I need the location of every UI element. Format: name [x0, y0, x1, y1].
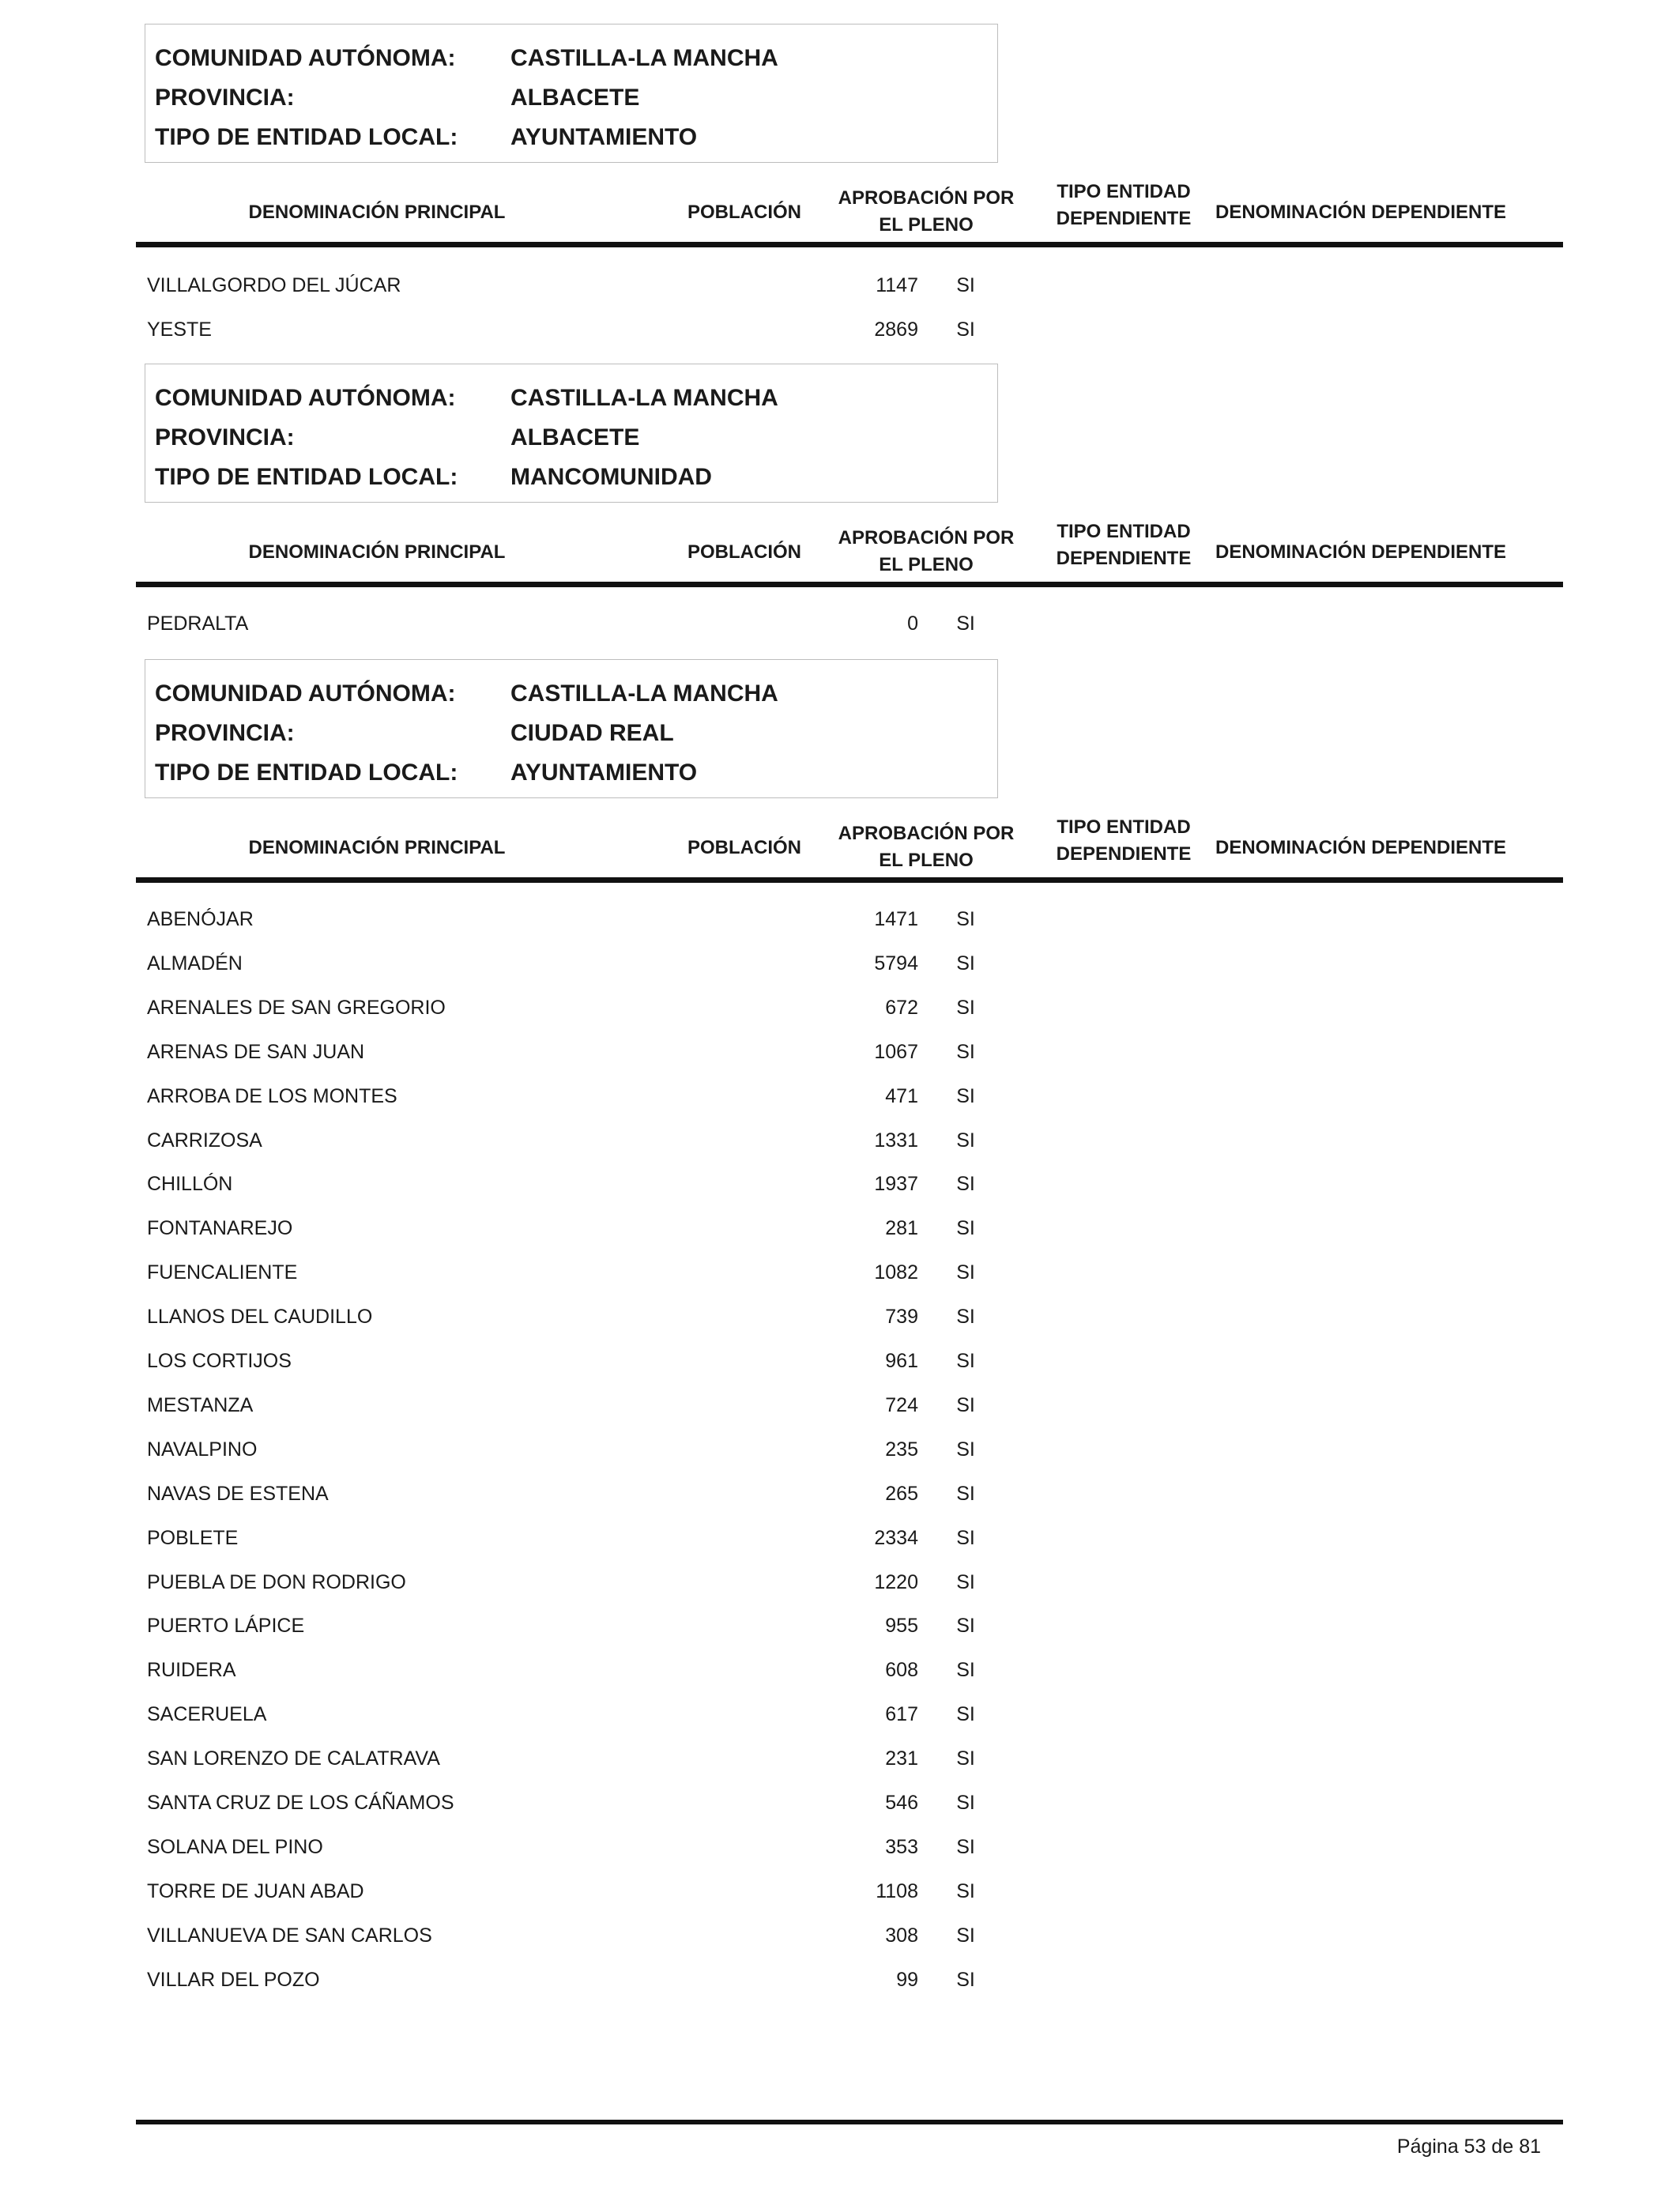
- page-number: Página 53 de 81: [1396, 2136, 1541, 2158]
- cell-name: SACERUELA: [147, 1703, 267, 1725]
- tipo-entidad-value: AYUNTAMIENTO: [510, 760, 698, 786]
- col-aprobacion: [808, 525, 1045, 579]
- table-row: [136, 1428, 1563, 1472]
- cell-approval: SI: [956, 1306, 975, 1328]
- table-row: [136, 1737, 1563, 1781]
- cell-name: YESTE: [147, 319, 212, 341]
- col-aprobacion-line1: APROBACIÓN POR: [838, 187, 1015, 209]
- table-row: [136, 1031, 1563, 1074]
- cell-population: 1108: [876, 1880, 918, 1902]
- cell-approval: SI: [956, 1880, 975, 1902]
- cell-approval: SI: [956, 1836, 975, 1858]
- table-row: [136, 264, 1563, 307]
- cell-approval: SI: [956, 908, 975, 930]
- cell-name: LLANOS DEL CAUDILLO: [147, 1306, 373, 1328]
- cell-population: 672: [885, 997, 918, 1019]
- cell-population: 5794: [874, 952, 918, 974]
- col-aprobacion: [808, 185, 1045, 239]
- col-aprobacion-line1: APROBACIÓN POR: [838, 823, 1015, 844]
- col-denominacion-principal: DENOMINACIÓN PRINCIPAL: [248, 202, 506, 223]
- cell-population: 281: [885, 1217, 918, 1239]
- table-row: [136, 1384, 1563, 1427]
- cell-approval: SI: [956, 1217, 975, 1239]
- cell-population: 0: [907, 613, 918, 635]
- cell-approval: SI: [956, 1041, 975, 1063]
- cell-name: LOS CORTIJOS: [147, 1350, 292, 1372]
- cell-name: RUIDERA: [147, 1659, 236, 1681]
- table-row: [136, 1472, 1563, 1516]
- table-row: [136, 1649, 1563, 1692]
- comunidad-value: CASTILLA-LA MANCHA: [510, 45, 778, 71]
- comunidad-label: COMUNIDAD AUTÓNOMA:: [155, 680, 456, 707]
- cell-approval: SI: [956, 1703, 975, 1725]
- cell-name: PUERTO LÁPICE: [147, 1615, 305, 1637]
- provincia-value: ALBACETE: [510, 424, 640, 450]
- cell-population: 471: [885, 1085, 918, 1107]
- col-tipo-entidad: [1029, 518, 1219, 572]
- section-info-box: [145, 24, 998, 163]
- cell-population: 99: [896, 1969, 918, 1991]
- provincia-label: PROVINCIA:: [155, 720, 295, 746]
- col-aprobacion-line1: APROBACIÓN POR: [838, 527, 1015, 548]
- cell-name: ARENALES DE SAN GREGORIO: [147, 997, 446, 1019]
- cell-name: MESTANZA: [147, 1394, 254, 1416]
- cell-population: 546: [885, 1792, 918, 1814]
- cell-name: VILLANUEVA DE SAN CARLOS: [147, 1924, 432, 1947]
- cell-name: SOLANA DEL PINO: [147, 1836, 323, 1858]
- col-poblacion: POBLACIÓN: [687, 202, 801, 223]
- provincia-label: PROVINCIA:: [155, 85, 295, 111]
- cell-approval: SI: [956, 1483, 975, 1505]
- cell-approval: SI: [956, 1747, 975, 1770]
- table-row: [136, 1517, 1563, 1560]
- footer-rule: [136, 2120, 1563, 2124]
- section-info-box: [145, 659, 998, 798]
- cell-name: SAN LORENZO DE CALATRAVA: [147, 1747, 440, 1770]
- table-row: [136, 1781, 1563, 1825]
- provincia-value: CIUDAD REAL: [510, 720, 674, 746]
- cell-population: 961: [885, 1350, 918, 1372]
- col-denominacion-dependiente: DENOMINACIÓN DEPENDIENTE: [1215, 541, 1507, 563]
- table-row: [136, 1340, 1563, 1383]
- cell-population: 231: [885, 1747, 918, 1770]
- col-aprobacion-line2: EL PLENO: [879, 554, 974, 575]
- cell-approval: SI: [956, 1792, 975, 1814]
- cell-approval: SI: [956, 1527, 975, 1549]
- comunidad-value: CASTILLA-LA MANCHA: [510, 385, 778, 411]
- col-poblacion: POBLACIÓN: [687, 541, 801, 563]
- table-row: [136, 1958, 1563, 2002]
- cell-population: 739: [885, 1306, 918, 1328]
- cell-approval: SI: [956, 1350, 975, 1372]
- cell-approval: SI: [956, 952, 975, 974]
- cell-approval: SI: [956, 1261, 975, 1284]
- cell-name: CHILLÓN: [147, 1173, 233, 1195]
- cell-approval: SI: [956, 1571, 975, 1593]
- cell-approval: SI: [956, 274, 975, 296]
- cell-population: 724: [885, 1394, 918, 1416]
- cell-population: 1082: [874, 1261, 918, 1284]
- cell-name: TORRE DE JUAN ABAD: [147, 1880, 364, 1902]
- header-rule: [136, 582, 1563, 587]
- cell-approval: SI: [956, 613, 975, 635]
- table-row: [136, 898, 1563, 941]
- table-row: [136, 1163, 1563, 1206]
- cell-name: PUEBLA DE DON RODRIGO: [147, 1571, 406, 1593]
- col-denominacion-dependiente: DENOMINACIÓN DEPENDIENTE: [1215, 837, 1507, 858]
- table-row: [136, 1295, 1563, 1339]
- cell-population: 353: [885, 1836, 918, 1858]
- cell-population: 235: [885, 1438, 918, 1461]
- cell-approval: SI: [956, 1615, 975, 1637]
- tipo-entidad-label: TIPO DE ENTIDAD LOCAL:: [155, 760, 458, 786]
- cell-approval: SI: [956, 1085, 975, 1107]
- comunidad-value: CASTILLA-LA MANCHA: [510, 680, 778, 707]
- table-row: [136, 1914, 1563, 1958]
- table-row: [136, 602, 1563, 646]
- col-aprobacion-line2: EL PLENO: [879, 214, 974, 236]
- tipo-entidad-value: MANCOMUNIDAD: [510, 464, 712, 490]
- comunidad-label: COMUNIDAD AUTÓNOMA:: [155, 45, 456, 71]
- cell-name: NAVAS DE ESTENA: [147, 1483, 329, 1505]
- cell-name: ALMADÉN: [147, 952, 243, 974]
- tipo-entidad-value: AYUNTAMIENTO: [510, 124, 698, 150]
- comunidad-label: COMUNIDAD AUTÓNOMA:: [155, 385, 456, 411]
- provincia-value: ALBACETE: [510, 85, 640, 111]
- cell-name: VILLAR DEL POZO: [147, 1969, 320, 1991]
- col-denominacion-principal: DENOMINACIÓN PRINCIPAL: [248, 837, 506, 858]
- cell-population: 265: [885, 1483, 918, 1505]
- table-row: [136, 1119, 1563, 1163]
- cell-population: 308: [885, 1924, 918, 1947]
- col-tipo-line1: TIPO ENTIDAD: [1057, 816, 1191, 838]
- cell-name: POBLETE: [147, 1527, 239, 1549]
- cell-name: PEDRALTA: [147, 613, 249, 635]
- table-row: [136, 1870, 1563, 1913]
- tipo-entidad-label: TIPO DE ENTIDAD LOCAL:: [155, 124, 458, 150]
- col-tipo-line1: TIPO ENTIDAD: [1057, 521, 1191, 542]
- header-rule: [136, 877, 1563, 883]
- col-tipo-line1: TIPO ENTIDAD: [1057, 181, 1191, 202]
- cell-approval: SI: [956, 319, 975, 341]
- cell-name: ARENAS DE SAN JUAN: [147, 1041, 365, 1063]
- provincia-label: PROVINCIA:: [155, 424, 295, 450]
- table-row: [136, 942, 1563, 986]
- table-row: [136, 1561, 1563, 1604]
- cell-name: CARRIZOSA: [147, 1129, 262, 1152]
- col-denominacion-dependiente: DENOMINACIÓN DEPENDIENTE: [1215, 202, 1507, 223]
- table-header: [136, 514, 1563, 593]
- col-aprobacion: [808, 820, 1045, 874]
- cell-population: 1471: [874, 908, 918, 930]
- cell-population: 1220: [874, 1571, 918, 1593]
- table-row: [136, 1251, 1563, 1295]
- cell-approval: SI: [956, 1969, 975, 1991]
- table-row: [136, 1207, 1563, 1250]
- cell-name: ABENÓJAR: [147, 908, 254, 930]
- col-tipo-line2: DEPENDIENTE: [1056, 208, 1192, 229]
- cell-approval: SI: [956, 1129, 975, 1152]
- tipo-entidad-label: TIPO DE ENTIDAD LOCAL:: [155, 464, 458, 490]
- col-tipo-line2: DEPENDIENTE: [1056, 548, 1192, 569]
- table-row: [136, 1075, 1563, 1118]
- cell-approval: SI: [956, 1924, 975, 1947]
- section-info-box: [145, 364, 998, 503]
- cell-approval: SI: [956, 997, 975, 1019]
- col-poblacion: POBLACIÓN: [687, 837, 801, 858]
- cell-name: FUENCALIENTE: [147, 1261, 298, 1284]
- cell-approval: SI: [956, 1438, 975, 1461]
- col-denominacion-principal: DENOMINACIÓN PRINCIPAL: [248, 541, 506, 563]
- cell-approval: SI: [956, 1173, 975, 1195]
- cell-population: 617: [885, 1703, 918, 1725]
- cell-population: 608: [885, 1659, 918, 1681]
- table-row: [136, 1604, 1563, 1648]
- cell-population: 955: [885, 1615, 918, 1637]
- cell-approval: SI: [956, 1394, 975, 1416]
- col-tipo-entidad: [1029, 814, 1219, 868]
- cell-name: VILLALGORDO DEL JÚCAR: [147, 274, 401, 296]
- cell-name: NAVALPINO: [147, 1438, 258, 1461]
- table-header: [136, 809, 1563, 888]
- table-row: [136, 308, 1563, 352]
- cell-population: 2334: [874, 1527, 918, 1549]
- col-tipo-line2: DEPENDIENTE: [1056, 843, 1192, 865]
- table-row: [136, 1826, 1563, 1869]
- cell-name: FONTANAREJO: [147, 1217, 293, 1239]
- cell-approval: SI: [956, 1659, 975, 1681]
- cell-population: 2869: [874, 319, 918, 341]
- col-aprobacion-line2: EL PLENO: [879, 850, 974, 871]
- cell-population: 1147: [876, 274, 918, 296]
- cell-population: 1937: [874, 1173, 918, 1195]
- cell-population: 1067: [874, 1041, 918, 1063]
- cell-population: 1331: [874, 1129, 918, 1152]
- col-tipo-entidad: [1029, 179, 1219, 232]
- table-header: [136, 174, 1563, 253]
- table-row: [136, 1693, 1563, 1736]
- cell-name: SANTA CRUZ DE LOS CÁÑAMOS: [147, 1792, 454, 1814]
- cell-name: ARROBA DE LOS MONTES: [147, 1085, 397, 1107]
- header-rule: [136, 242, 1563, 247]
- table-row: [136, 986, 1563, 1030]
